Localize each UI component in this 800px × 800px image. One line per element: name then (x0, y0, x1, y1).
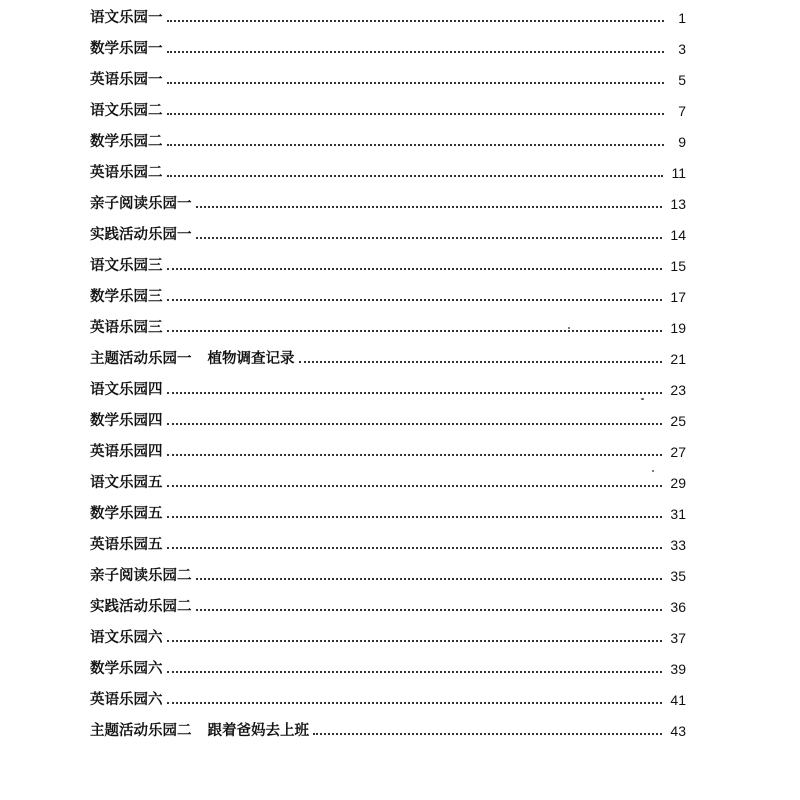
toc-entry-page-number: 33 (670, 537, 686, 553)
toc-dot-leader (167, 702, 663, 704)
toc-entry-page-number: 19 (670, 320, 686, 336)
toc-dot-leader (167, 671, 663, 673)
toc-entry (90, 552, 686, 583)
toc-entry-page-number: 36 (670, 599, 686, 615)
toc-entry (90, 87, 686, 118)
scan-speck (568, 327, 570, 329)
toc-dot-leader (313, 733, 662, 735)
toc-entry-title: 主题活动乐园二 (90, 722, 192, 739)
toc-entry-title: 英语乐园二 (90, 164, 163, 181)
toc-entry-title: 英语乐园一 (90, 71, 163, 88)
toc-entry (90, 521, 686, 552)
toc-entry-page-number: 43 (670, 723, 686, 739)
toc-dot-leader (167, 454, 663, 456)
toc-dot-leader (196, 609, 663, 611)
toc-dot-leader (167, 144, 665, 146)
toc-entry-title: 数学乐园六 (90, 660, 163, 677)
toc-entry-title: 语文乐园四 (90, 381, 163, 398)
toc-entry-page-number: 17 (670, 289, 686, 305)
toc-entry (90, 614, 686, 645)
toc-entry (90, 180, 686, 211)
toc-dot-leader (167, 330, 663, 332)
toc-entry-title: 语文乐园三 (90, 257, 163, 274)
toc-dot-leader (167, 51, 665, 53)
scan-speck (641, 398, 644, 400)
toc-dot-leader (167, 485, 663, 487)
toc-entry (90, 707, 686, 738)
toc-entry-title: 英语乐园四 (90, 443, 163, 460)
toc-entry (90, 304, 686, 335)
toc-dot-leader (167, 392, 663, 394)
toc-entry-title: 数学乐园一 (90, 40, 163, 57)
toc-entry-title: 数学乐园三 (90, 288, 163, 305)
toc-entry-page-number: 25 (670, 413, 686, 429)
toc-entry (90, 118, 686, 149)
toc-entry-page-number: 9 (678, 134, 686, 150)
toc-dot-leader (167, 423, 663, 425)
toc-dot-leader (196, 237, 663, 239)
toc-entry-page-number: 29 (670, 475, 686, 491)
toc-entry-title: 实践活动乐园一 (90, 226, 192, 243)
table-of-contents (90, 0, 686, 738)
toc-entry-title: 语文乐园二 (90, 102, 163, 119)
toc-entry-page-number: 15 (670, 258, 686, 274)
toc-dot-leader (167, 299, 663, 301)
toc-dot-leader (196, 578, 663, 580)
toc-entry-title: 语文乐园五 (90, 474, 163, 491)
toc-entry-title: 数学乐园四 (90, 412, 163, 429)
toc-entry-page-number: 41 (670, 692, 686, 708)
toc-entry-page-number: 7 (678, 103, 686, 119)
toc-entry (90, 25, 686, 56)
toc-entry-page-number: 14 (670, 227, 686, 243)
toc-dot-leader (167, 640, 663, 642)
toc-entry (90, 56, 686, 87)
toc-entry (90, 273, 686, 304)
toc-entry (90, 149, 686, 180)
toc-entry-page-number: 27 (670, 444, 686, 460)
toc-entry (90, 490, 686, 521)
toc-entry-page-number: 1 (678, 10, 686, 26)
toc-dot-leader (167, 268, 663, 270)
toc-entry-page-number: 35 (670, 568, 686, 584)
toc-entry (90, 366, 686, 397)
toc-entry (90, 335, 686, 366)
toc-entry (90, 397, 686, 428)
toc-entry (90, 211, 686, 242)
toc-entry (90, 242, 686, 273)
toc-entry-page-number: 39 (670, 661, 686, 677)
toc-entry-title: 数学乐园五 (90, 505, 163, 522)
toc-entry (90, 428, 686, 459)
toc-entry-title: 数学乐园二 (90, 133, 163, 150)
toc-dot-leader (167, 547, 663, 549)
toc-entry-title: 主题活动乐园一 (90, 350, 192, 367)
toc-entry-title: 英语乐园三 (90, 319, 163, 336)
toc-dot-leader (167, 20, 665, 22)
toc-entry-title: 亲子阅读乐园一 (90, 195, 192, 212)
toc-entry-page-number: 11 (671, 165, 686, 181)
toc-entry-page-number: 31 (670, 506, 686, 522)
toc-entry (90, 583, 686, 614)
toc-entry-title: 实践活动乐园二 (90, 598, 192, 615)
toc-entry-page-number: 13 (670, 196, 686, 212)
scan-speck (652, 470, 654, 472)
toc-dot-leader (196, 206, 663, 208)
toc-entry-page-number: 23 (670, 382, 686, 398)
toc-dot-leader (167, 82, 665, 84)
toc-dot-leader (299, 361, 663, 363)
toc-entry-subtitle: 植物调查记录 (207, 350, 295, 367)
toc-entry (90, 645, 686, 676)
toc-entry-title: 亲子阅读乐园二 (90, 567, 192, 584)
toc-entry-subtitle: 跟着爸妈去上班 (207, 722, 309, 739)
toc-entry (90, 0, 686, 25)
toc-entry-page-number: 21 (670, 351, 686, 367)
toc-dot-leader (167, 113, 665, 115)
toc-dot-leader (167, 175, 664, 177)
toc-entry-page-number: 3 (678, 41, 686, 57)
toc-entry-page-number: 37 (670, 630, 686, 646)
toc-entry-title: 语文乐园六 (90, 629, 163, 646)
toc-entry (90, 459, 686, 490)
toc-entry-page-number: 5 (678, 72, 686, 88)
toc-entry-title: 英语乐园六 (90, 691, 163, 708)
toc-entry (90, 676, 686, 707)
toc-entry-title: 语文乐园一 (90, 9, 163, 26)
toc-dot-leader (167, 516, 663, 518)
toc-entry-title: 英语乐园五 (90, 536, 163, 553)
